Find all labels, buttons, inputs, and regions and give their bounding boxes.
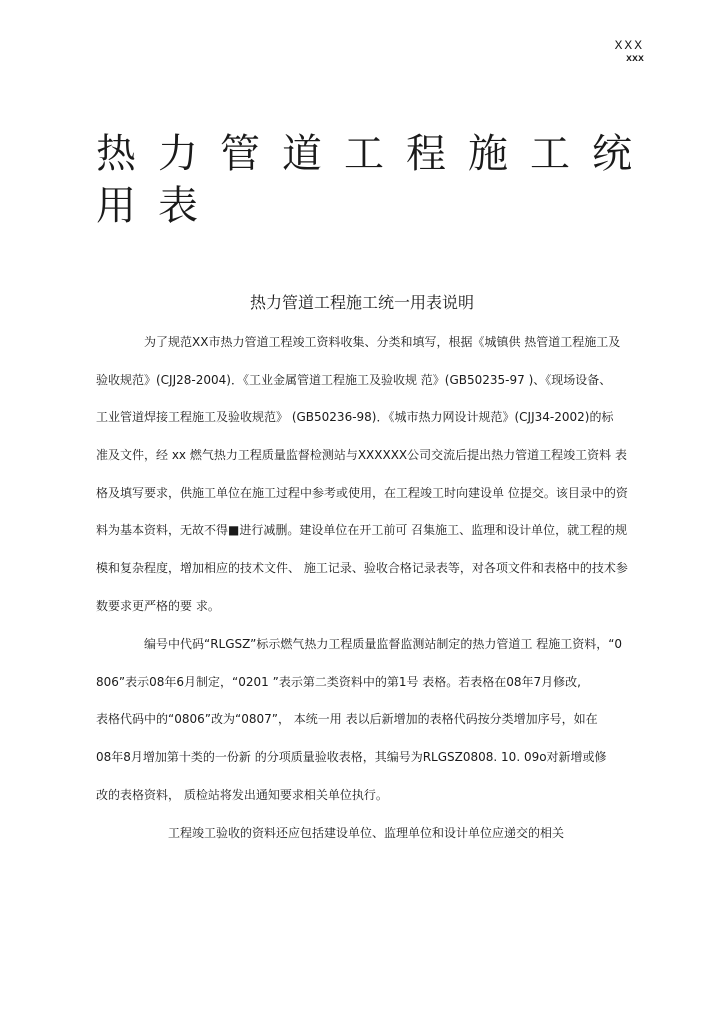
paragraph-line: 为了规范XX市热力管道工程竣工资料收集、分类和填写，根据《城镇供 热管道工程施工及 <box>144 335 621 349</box>
header-code: XXX <box>614 38 644 53</box>
paragraph-line: 工业管道焊接工程施工及验收规范》 (GB50236-98)．《城市热力网设计规范》(CJJ34-2002)的标 <box>96 410 614 424</box>
paragraph-line: 准及文件，经 xx 燃气热力工程质量监督检测站与XXXXXX公司交流后提出热力管道工程竣工资料 表 <box>96 448 627 462</box>
paragraph-line: 验收规范》(CJJ28-2004)．《工业金属管道工程施工及验收规 范》(GB50235-97 )、《现场设备、 <box>96 373 612 387</box>
paragraph-line: 料为基本资料，无故不得■进行减删。建设单位在开工前可 召集施工、监理和设计单位，就工程的规 <box>96 523 628 537</box>
paragraph-line: 806”表示08年6月制定，“0201 ”表示第二类资料中的第1号 表格。若表格在08年7月修改, <box>96 675 581 689</box>
paragraph-line: 编号中代码“RLGSZ”标示燃气热力工程质量监督监测站制定的热力管道工 程施工资料，“0 <box>144 637 623 651</box>
paragraph-line: 表格代码中的“0806”改为“0807”， 本统一用 表以后新增加的表格代码按分类增加序号，如在 <box>96 712 598 726</box>
section-subtitle: 热力管道工程施工统一用表说明 <box>249 293 474 312</box>
paragraph-line: 08年8月增加第十类的一份新 的分项质量验收表格，其编号为RLGSZ0808. 10. 09o对新增或修 <box>96 750 607 764</box>
paragraph-line: 数要求更严格的要 求。 <box>96 599 220 613</box>
header-subcode: xxx <box>625 54 644 65</box>
paragraph-line: 模和复杂程度，增加相应的技术文件、 施工记录、验收合格记录表等，对各项文件和表格中的技术参 <box>96 561 628 575</box>
paragraph-line: 改的表格资料， 质检站将发出通知要求相关单位执行。 <box>96 788 388 802</box>
paragraph-line: 格及填写要求，供施工单位在施工过程中参考或使用，在工程竣工时向建设单 位提交。该目录中的资 <box>96 486 628 500</box>
paragraph-line: 工程竣工验收的资料还应包括建设单位、监理单位和设计单位应递交的相关 <box>168 826 565 840</box>
document-title: 热力管道工程施工统用表 <box>96 131 654 229</box>
